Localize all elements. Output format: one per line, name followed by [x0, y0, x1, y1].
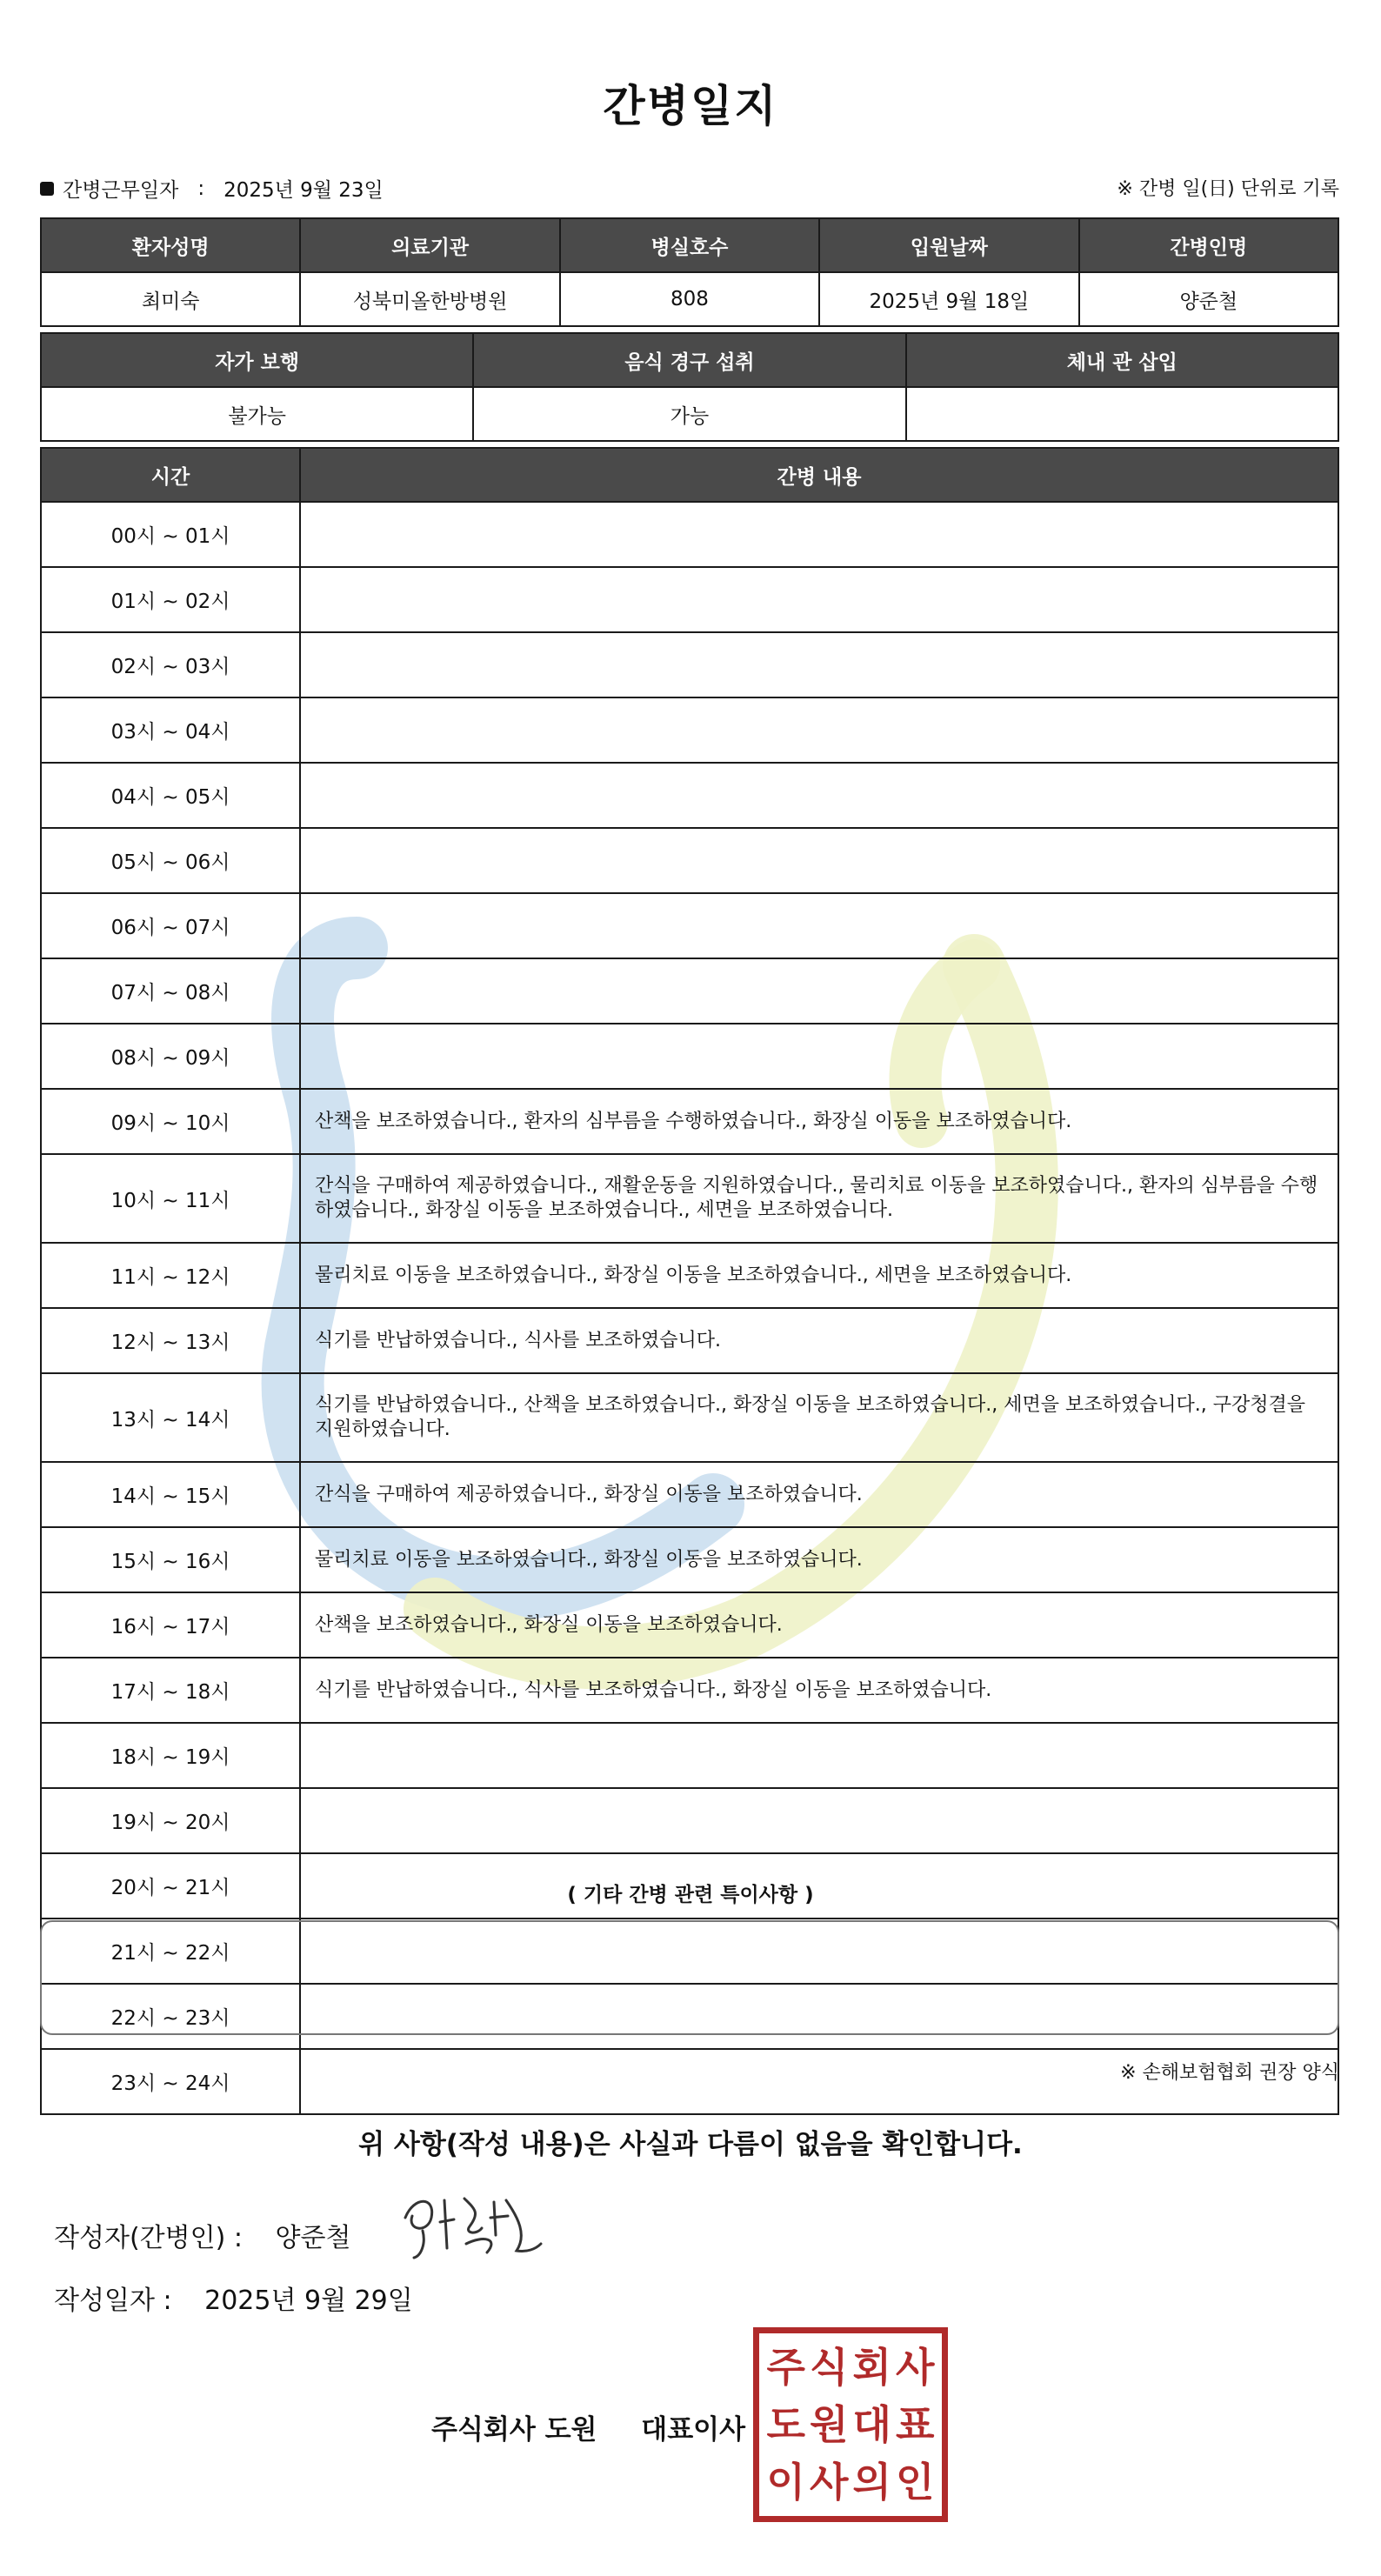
header-room: 병실호수 — [560, 218, 819, 272]
table-row — [41, 1788, 1338, 1853]
time-cell: 17시 ~ 18시 — [41, 1658, 300, 1723]
seal-character: 사 — [896, 2344, 935, 2391]
seal-character: 식 — [810, 2344, 849, 2391]
content-cell — [300, 828, 1338, 893]
seal-character: 회 — [852, 2344, 891, 2391]
table-row — [41, 1089, 1338, 1154]
table-row — [41, 632, 1338, 697]
seal-character: 표 — [896, 2401, 935, 2448]
header-patient-name: 환자성명 — [41, 218, 300, 272]
patient-info-table — [40, 217, 1339, 327]
signature-image — [397, 2183, 544, 2261]
content-cell: 간식을 구매하여 제공하였습니다., 화장실 이동을 보조하였습니다. — [300, 1462, 1338, 1527]
content-cell — [300, 502, 1338, 567]
time-cell: 19시 ~ 20시 — [41, 1788, 300, 1853]
time-cell: 11시 ~ 12시 — [41, 1243, 300, 1308]
time-cell: 15시 ~ 16시 — [41, 1527, 300, 1592]
time-cell: 03시 ~ 04시 — [41, 697, 300, 763]
company-seal-stamp — [753, 2327, 948, 2522]
content-cell: 산책을 보조하였습니다., 환자의 심부름을 수행하였습니다., 화장실 이동을 보조하였습니다. — [300, 1089, 1338, 1154]
work-date-separator: : — [197, 177, 205, 200]
walking-value: 불가능 — [41, 387, 473, 441]
bullet-square-icon — [40, 182, 54, 196]
content-cell: 식기를 반납하였습니다., 식사를 보조하였습니다. — [300, 1308, 1338, 1373]
oral-intake-value: 가능 — [473, 387, 905, 441]
time-cell: 10시 ~ 11시 — [41, 1154, 300, 1243]
company-title: 대표이사 — [641, 2414, 746, 2446]
time-cell: 22시 ~ 23시 — [41, 1984, 300, 2049]
seal-character: 주 — [766, 2344, 805, 2391]
time-cell: 13시 ~ 14시 — [41, 1373, 300, 1462]
content-cell — [300, 1723, 1338, 1788]
time-cell: 05시 ~ 06시 — [41, 828, 300, 893]
content-cell: 물리치료 이동을 보조하였습니다., 화장실 이동을 보조하였습니다., 세면을 보조하였습니다. — [300, 1243, 1338, 1308]
time-cell: 01시 ~ 02시 — [41, 567, 300, 632]
table-row — [41, 1243, 1338, 1308]
time-cell: 04시 ~ 05시 — [41, 763, 300, 828]
write-date-line — [54, 2279, 413, 2317]
seal-character: 원 — [810, 2401, 849, 2448]
table-row — [41, 1527, 1338, 1592]
table-row — [41, 1723, 1338, 1788]
table-row — [41, 1592, 1338, 1658]
seal-character: 인 — [896, 2459, 935, 2506]
page-title: 간병일지 — [603, 81, 778, 131]
table-row — [41, 828, 1338, 893]
time-cell: 07시 ~ 08시 — [41, 958, 300, 1024]
unit-note: ※ 간병 일(日) 단위로 기록 — [1117, 178, 1339, 200]
table-row — [41, 1462, 1338, 1527]
room-number: 808 — [560, 272, 819, 326]
content-cell — [300, 697, 1338, 763]
seal-character: 대 — [852, 2401, 891, 2448]
patient-name: 최미숙 — [41, 272, 300, 326]
content-cell — [300, 567, 1338, 632]
time-cell: 08시 ~ 09시 — [41, 1024, 300, 1089]
write-date-label: 작성일자 : — [54, 2286, 172, 2316]
work-date-value: 2025년 9월 23일 — [223, 179, 384, 202]
seal-character: 의 — [852, 2459, 891, 2506]
time-cell: 06시 ~ 07시 — [41, 893, 300, 958]
table-row — [41, 697, 1338, 763]
content-cell — [300, 1024, 1338, 1089]
time-cell: 00시 ~ 01시 — [41, 502, 300, 567]
seal-character: 도 — [766, 2401, 805, 2448]
writer-line — [54, 2216, 350, 2254]
institution: 성북미올한방병원 — [300, 272, 559, 326]
time-cell: 16시 ~ 17시 — [41, 1592, 300, 1658]
write-date-value: 2025년 9월 29일 — [204, 2286, 413, 2316]
header-time: 시간 — [41, 448, 300, 502]
table-row — [41, 893, 1338, 958]
time-cell: 02시 ~ 03시 — [41, 632, 300, 697]
header-institution: 의료기관 — [300, 218, 559, 272]
table-row — [41, 1154, 1338, 1243]
content-cell — [300, 763, 1338, 828]
special-notes-box — [40, 1920, 1339, 2035]
content-cell: 물리치료 이동을 보조하였습니다., 화장실 이동을 보조하였습니다. — [300, 1527, 1338, 1592]
special-notes-title: ( 기타 간병 관련 특이사항 ) — [567, 1884, 814, 1906]
content-cell — [300, 632, 1338, 697]
seal-character: 사 — [810, 2459, 849, 2506]
content-cell — [300, 958, 1338, 1024]
association-note: ※ 손해보험협회 권장 양식 — [1120, 2062, 1339, 2084]
table-row — [41, 1373, 1338, 1462]
table-row — [41, 502, 1338, 567]
writer-name: 양준철 — [275, 2223, 351, 2253]
table-row — [41, 1658, 1338, 1723]
table-row — [41, 958, 1338, 1024]
table-row — [41, 763, 1338, 828]
writer-label: 작성자(간병인) : — [54, 2223, 243, 2253]
time-cell: 18시 ~ 19시 — [41, 1723, 300, 1788]
table-row — [41, 1308, 1338, 1373]
tube-value — [906, 387, 1338, 441]
patient-status-table — [40, 332, 1339, 442]
header-care-content: 간병 내용 — [300, 448, 1338, 502]
header-walking: 자가 보행 — [41, 333, 473, 387]
header-admission-date: 입원날짜 — [819, 218, 1078, 272]
table-row — [41, 567, 1338, 632]
time-cell: 21시 ~ 22시 — [41, 1919, 300, 1984]
work-date-label: 간병근무일자 — [63, 179, 179, 202]
time-cell: 12시 ~ 13시 — [41, 1308, 300, 1373]
header-caregiver: 간병인명 — [1079, 218, 1338, 272]
company-name: 주식회사 도원 — [431, 2414, 597, 2446]
header-oral-intake: 음식 경구 섭취 — [473, 333, 905, 387]
content-cell: 간식을 구매하여 제공하였습니다., 재활운동을 지원하였습니다., 물리치료 이동을 보조하였습니다., 환자의 심부름을 수행하였습니다., 화장실 이동을 보조하였습니다., 세면을 보조하였습니다. — [300, 1154, 1338, 1243]
time-cell: 09시 ~ 10시 — [41, 1089, 300, 1154]
care-log-table — [40, 447, 1339, 2115]
company-line — [431, 2407, 745, 2446]
time-cell: 14시 ~ 15시 — [41, 1462, 300, 1527]
content-cell: 식기를 반납하였습니다., 식사를 보조하였습니다., 화장실 이동을 보조하였습니다. — [300, 1658, 1338, 1723]
content-cell: 산책을 보조하였습니다., 화장실 이동을 보조하였습니다. — [300, 1592, 1338, 1658]
content-cell: 식기를 반납하였습니다., 산책을 보조하였습니다., 화장실 이동을 보조하였습니다., 세면을 보조하였습니다., 구강청결을 지원하였습니다. — [300, 1373, 1338, 1462]
header-tube: 체내 관 삽입 — [906, 333, 1338, 387]
content-cell — [300, 893, 1338, 958]
admission-date: 2025년 9월 18일 — [819, 272, 1078, 326]
time-cell: 20시 ~ 21시 — [41, 1853, 300, 1919]
caregiver-name: 양준철 — [1079, 272, 1338, 326]
confirmation-text: 위 사항(작성 내용)은 사실과 다름이 없음을 확인합니다. — [358, 2129, 1023, 2160]
time-cell: 23시 ~ 24시 — [41, 2049, 300, 2114]
work-date-line — [40, 174, 384, 203]
table-row — [41, 1024, 1338, 1089]
content-cell — [300, 1788, 1338, 1853]
seal-character: 이 — [766, 2459, 805, 2506]
